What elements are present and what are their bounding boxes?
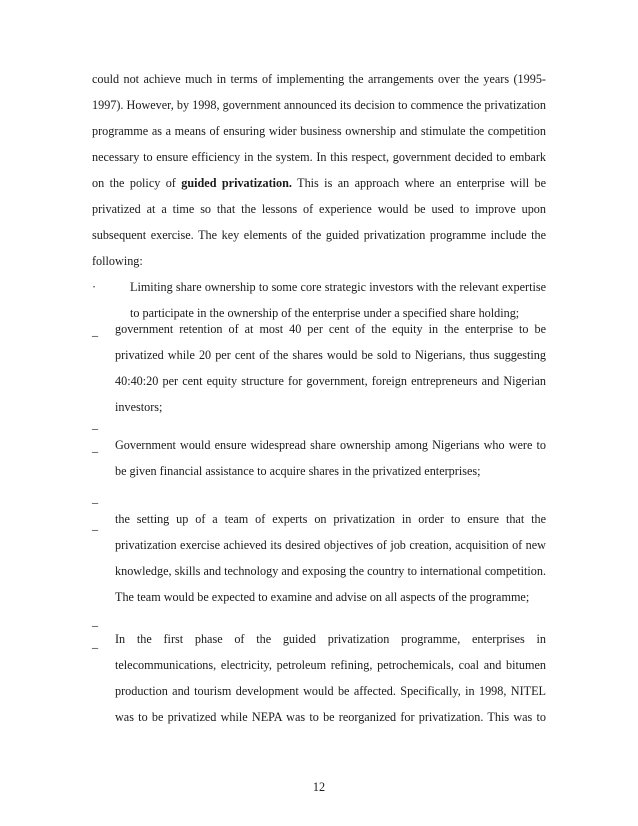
list-item-line: be given financial assistance to acquire shares in the privatized enterprises; xyxy=(115,464,481,478)
body-line: necessary to ensure efficiency in the system. In this respect, government decided to embark xyxy=(92,150,546,164)
list-item-line: telecommunications, electricity, petroleum refining, petrochemicals, coal and bitumen xyxy=(115,658,546,672)
dash-marker: _ xyxy=(92,324,99,338)
list-item-line: Limiting share ownership to some core strategic investors with the relevant expertise xyxy=(130,280,546,294)
dash-marker: _ xyxy=(92,440,99,454)
body-line: subsequent exercise. The key elements of the guided privatization programme include the xyxy=(92,228,546,242)
list-item-line: investors; xyxy=(115,400,163,414)
list-item-line: privatization exercise achieved its desired objectives of job creation, acquisition of new xyxy=(115,538,546,552)
dash-marker: _ xyxy=(92,417,99,431)
dash-marker: _ xyxy=(92,491,99,505)
body-line: programme as a means of ensuring wider business ownership and stimulate the competition xyxy=(92,124,546,138)
list-item-line: government retention of at most 40 per cent of the equity in the enterprise to be xyxy=(115,322,546,336)
dash-marker: _ xyxy=(92,614,99,628)
body-text: on the policy of xyxy=(92,176,182,190)
list-item-line: 40:40:20 per cent equity structure for government, foreign entrepreneurs and Nigerian xyxy=(115,374,546,388)
list-item-line: The team would be expected to examine and advise on all aspects of the programme; xyxy=(115,590,530,604)
body-line: privatized at a time so that the lessons of experience would be used to improve upon xyxy=(92,202,546,216)
dash-marker: _ xyxy=(92,636,99,650)
page-number: 12 xyxy=(312,780,326,794)
bold-term: guided privatization. xyxy=(181,176,292,190)
list-item-line: production and tourism development would be affected. Specifically, in 1998, NITEL xyxy=(115,684,546,698)
body-line: could not achieve much in terms of implementing the arrangements over the years (1995- xyxy=(92,72,546,86)
body-text: This is an approach where an enterprise will be xyxy=(291,176,546,190)
body-line: 1997). However, by 1998, government announced its decision to commence the privatization xyxy=(92,98,546,112)
bullet-marker: · xyxy=(92,280,97,294)
list-item-line: was to be privatized while NEPA was to be reorganized for privatization. This was to xyxy=(115,710,546,724)
list-item-line: to participate in the ownership of the enterprise under a specified share holding; xyxy=(130,306,520,320)
body-line xyxy=(92,176,546,190)
list-item-line: privatized while 20 per cent of the shares would be sold to Nigerians, thus suggesting xyxy=(115,348,546,362)
dash-marker: _ xyxy=(92,518,99,532)
list-item-line: In the first phase of the guided privatization programme, enterprises in xyxy=(115,632,546,646)
list-item-line: knowledge, skills and technology and exposing the country to international competition. xyxy=(115,564,546,578)
list-item-line: the setting up of a team of experts on privatization in order to ensure that the xyxy=(115,512,546,526)
list-item-line: Government would ensure widespread share ownership among Nigerians who were to xyxy=(115,438,546,452)
body-line: following: xyxy=(92,254,143,268)
